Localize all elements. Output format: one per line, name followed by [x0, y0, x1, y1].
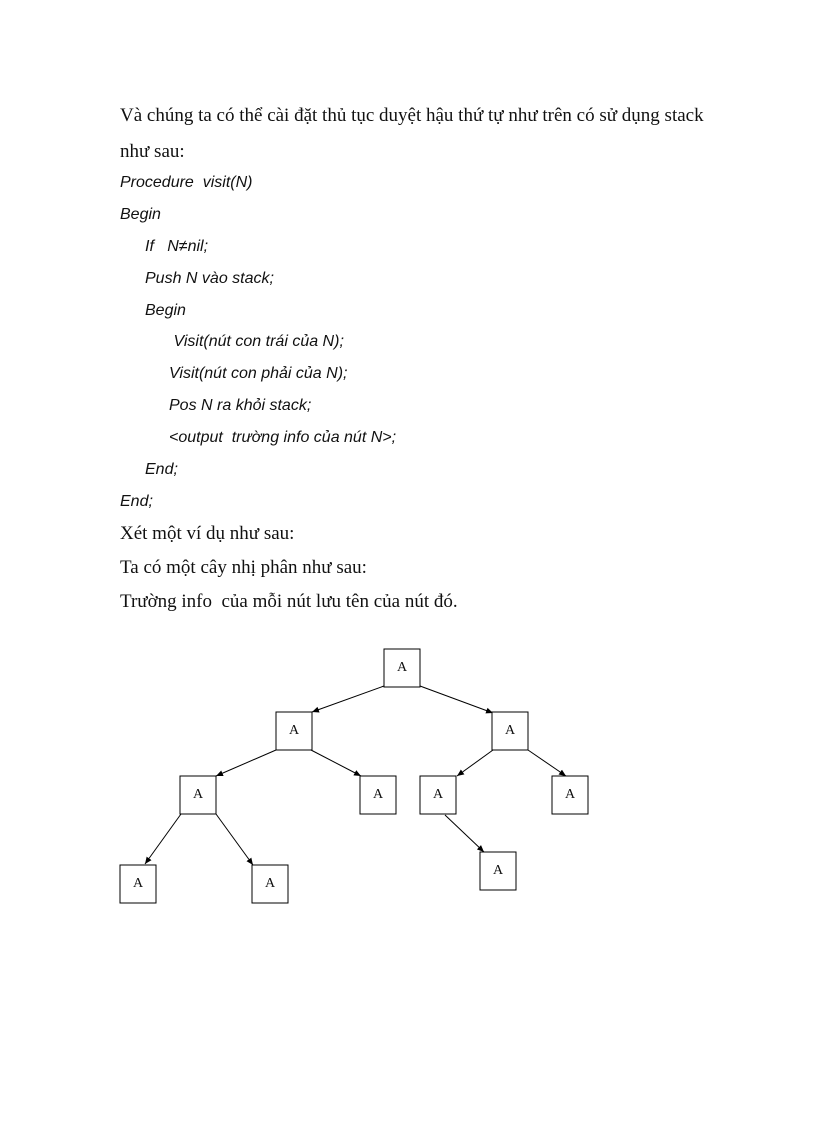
node-label: A [132, 876, 144, 891]
edge-root-left [312, 686, 384, 712]
tree-node-right-left-right [480, 852, 516, 890]
tree-node-right [492, 712, 528, 750]
code-line-end: End; [120, 493, 153, 510]
tree-node-left [276, 712, 312, 750]
edge-ll-llr [216, 814, 253, 865]
code-line-visit-right: Visit(nút con phải của N); [169, 365, 348, 382]
node-label: A [564, 787, 576, 802]
node-label: A [372, 787, 384, 802]
node-label: A [264, 876, 276, 891]
code-line-begin: Begin [120, 206, 161, 223]
edge-rl-rlr [445, 815, 484, 852]
outro-line-1: Xét một ví dụ như sau: [120, 523, 295, 544]
code-line-if: If N≠nil; [145, 238, 209, 255]
code-line-inner-begin: Begin [145, 302, 186, 319]
tree-node-right-right [552, 776, 588, 814]
code-line-visit-left: Visit(nút con trái của N); [169, 333, 344, 350]
outro-line-2: Ta có một cây nhị phân như sau: [120, 557, 367, 578]
node-label: A [288, 723, 300, 738]
edge-root-right [420, 686, 493, 713]
code-line-pop: Pos N ra khỏi stack; [169, 397, 312, 414]
node-label: A [492, 863, 504, 878]
tree-node-right-left [420, 776, 456, 814]
node-label: A [504, 723, 516, 738]
edge-l-ll [216, 750, 276, 776]
tree-node-left-left-left [120, 865, 156, 903]
intro-line-2: như sau: [120, 141, 185, 162]
edge-ll-lll [145, 814, 181, 864]
edge-l-lr [311, 750, 361, 776]
node-label: A [432, 787, 444, 802]
edge-r-rr [528, 750, 566, 776]
tree-node-left-left-right [252, 865, 288, 903]
intro-line-1: Và chúng ta có thể cài đặt thủ tục duyệt hậu thứ tự như trên có sử dụng stack [120, 105, 704, 126]
tree-node-root [384, 649, 420, 687]
edge-r-rl [457, 750, 493, 776]
code-line-push: Push N vào stack; [145, 270, 274, 287]
node-label: A [192, 787, 204, 802]
code-line-output: <output trường info của nút N>; [169, 429, 397, 446]
outro-line-3: Trường info của mỗi nút lưu tên của nút đó. [120, 591, 458, 612]
code-line-inner-end: End; [145, 461, 178, 478]
tree-node-left-right [360, 776, 396, 814]
node-label: A [396, 660, 408, 675]
tree-node-left-left [180, 776, 216, 814]
code-line-procedure: Procedure visit(N) [120, 174, 253, 191]
